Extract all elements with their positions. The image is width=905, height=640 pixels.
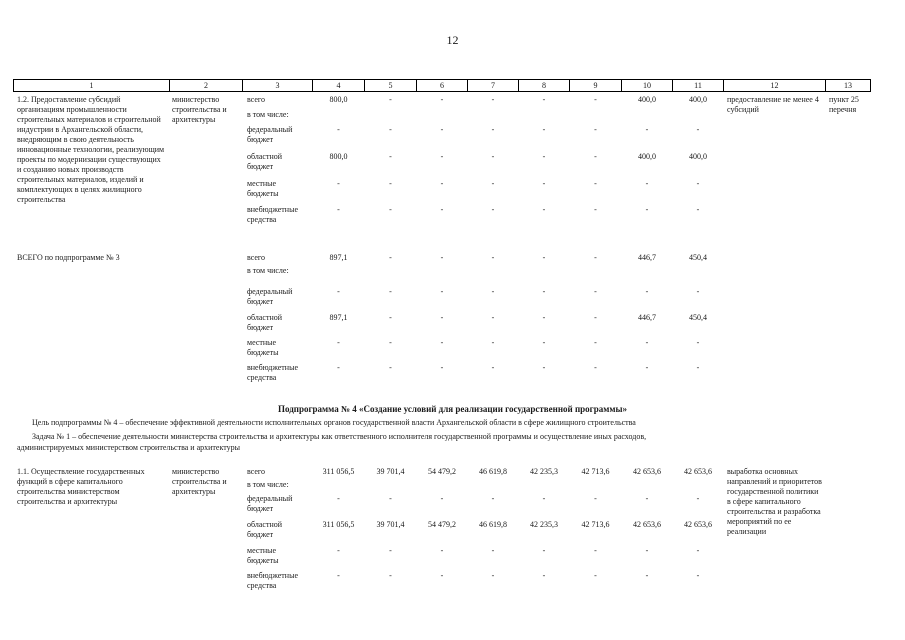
value-cell: - xyxy=(389,205,392,214)
executor: министерство строительства и архитектуры xyxy=(172,467,227,496)
value-cell: - xyxy=(440,363,444,372)
value-cell: - xyxy=(645,179,649,188)
value-cell: - xyxy=(491,287,495,296)
value-cell: 400,0 xyxy=(638,152,656,161)
funding-source: местные бюджеты xyxy=(247,338,279,357)
value-cell: - xyxy=(696,571,700,580)
value-cell: - xyxy=(389,95,392,104)
value-cell: - xyxy=(491,546,495,555)
task-text-continued: администрируемых министерством строительства и архитектуры xyxy=(17,443,241,452)
page-number: 12 xyxy=(446,33,459,47)
value-cell: 400,0 xyxy=(638,95,656,104)
value-cell: - xyxy=(594,125,597,134)
value-cell: 42 235,3 xyxy=(530,520,558,529)
column-number: 13 xyxy=(844,81,852,90)
expected-result: выработка основных направлений и приоритетов государственной политики в сфере капитального строительства и разработка мероприятий по ее реализации xyxy=(727,467,822,536)
funding-source: областной бюджет xyxy=(247,520,283,539)
column-number: 4 xyxy=(336,81,341,90)
value-cell: - xyxy=(440,287,444,296)
value-cell: - xyxy=(594,546,597,555)
value-cell: - xyxy=(594,179,597,188)
value-cell: - xyxy=(645,205,649,214)
value-cell: - xyxy=(542,179,546,188)
funding-source: внебюджетные средства xyxy=(247,363,298,382)
activity-name: 1.1. Осуществление государственных функций в сфере капитального строительства министерством строительства и архитектуры xyxy=(17,467,145,506)
value-cell: - xyxy=(645,363,649,372)
column-number: 9 xyxy=(593,81,598,90)
value-cell: - xyxy=(594,95,597,104)
value-cell: - xyxy=(389,546,392,555)
value-cell: - xyxy=(645,287,649,296)
value-cell: - xyxy=(440,313,444,322)
column-number: 2 xyxy=(204,81,208,90)
column-number: 12 xyxy=(770,81,779,90)
value-cell: - xyxy=(491,205,495,214)
value-cell: - xyxy=(440,125,444,134)
value-cell: - xyxy=(440,253,444,262)
value-cell: - xyxy=(696,363,700,372)
value-cell: - xyxy=(542,95,546,104)
value-cell: - xyxy=(696,179,700,188)
value-cell: - xyxy=(337,363,340,372)
value-cell: - xyxy=(645,546,649,555)
subprogram-title: Подпрограмма № 4 «Создание условий для реализации государственной программы» xyxy=(277,404,628,414)
value-cell: - xyxy=(645,125,649,134)
value-cell: - xyxy=(440,571,444,580)
value-cell: 446,7 xyxy=(638,313,656,322)
value-cell: - xyxy=(645,571,649,580)
value-cell: - xyxy=(337,571,340,580)
value-cell: - xyxy=(542,363,546,372)
value-cell: - xyxy=(696,287,700,296)
value-cell: - xyxy=(491,179,495,188)
value-cell: - xyxy=(696,494,700,503)
value-cell: - xyxy=(389,152,392,161)
value-cell: 450,4 xyxy=(689,253,707,262)
value-cell: - xyxy=(491,338,495,347)
funding-source: в том числе: xyxy=(247,266,289,275)
value-cell: - xyxy=(594,205,597,214)
value-cell: 42 713,6 xyxy=(581,467,610,476)
executor: министерство строительства и архитектуры xyxy=(172,95,227,124)
funding-source: областной бюджет xyxy=(247,313,283,332)
value-cell: - xyxy=(594,287,597,296)
value-cell: - xyxy=(389,494,392,503)
value-cell: - xyxy=(594,494,597,503)
header-bottom-border xyxy=(13,91,871,92)
column-number: 8 xyxy=(542,81,546,90)
value-cell: - xyxy=(389,125,392,134)
column-number: 7 xyxy=(491,81,495,90)
value-cell: - xyxy=(389,363,392,372)
funding-source: в том числе: xyxy=(247,480,289,489)
header-divider xyxy=(870,79,871,92)
value-cell: 800,0 xyxy=(329,152,348,161)
funding-source: всего xyxy=(247,467,266,476)
goal-text: Цель подпрограммы № 4 – обеспечение эффективной деятельности исполнительных органов государственной власти Архангельской области в сфере жилищного строительства xyxy=(32,418,636,427)
funding-source: федеральный бюджет xyxy=(247,125,293,144)
value-cell: - xyxy=(542,494,546,503)
value-cell: 311 056,5 xyxy=(322,520,355,529)
value-cell: 42 653,6 xyxy=(633,520,661,529)
value-cell: 400,0 xyxy=(689,152,707,161)
value-cell: - xyxy=(542,152,546,161)
column-number: 5 xyxy=(388,81,393,90)
value-cell: 39 701,4 xyxy=(376,520,405,529)
value-cell: - xyxy=(337,179,340,188)
value-cell: - xyxy=(542,546,546,555)
funding-source: областной бюджет xyxy=(247,152,283,171)
value-cell: - xyxy=(491,571,495,580)
value-cell: - xyxy=(645,494,649,503)
value-cell: - xyxy=(594,338,597,347)
value-cell: 400,0 xyxy=(689,95,707,104)
value-cell: 897,1 xyxy=(329,253,348,262)
expected-result: предоставление не менее 4 субсидий xyxy=(727,95,819,114)
value-cell: - xyxy=(491,494,495,503)
value-cell: - xyxy=(491,95,495,104)
value-cell: 42 653,6 xyxy=(684,520,712,529)
funding-source: внебюджетные средства xyxy=(247,205,298,224)
value-cell: 54 479,2 xyxy=(428,467,456,476)
value-cell: - xyxy=(594,313,597,322)
value-cell: - xyxy=(594,152,597,161)
value-cell: - xyxy=(491,253,495,262)
value-cell: - xyxy=(696,546,700,555)
value-cell: - xyxy=(594,571,597,580)
value-cell: - xyxy=(491,125,495,134)
value-cell: - xyxy=(542,253,546,262)
value-cell: 897,1 xyxy=(329,313,348,322)
funding-source: федеральный бюджет xyxy=(247,287,293,306)
value-cell: 39 701,4 xyxy=(376,467,405,476)
value-cell: - xyxy=(542,287,546,296)
value-cell: - xyxy=(645,338,649,347)
funding-source: всего xyxy=(247,95,266,104)
value-cell: - xyxy=(389,253,392,262)
value-cell: 46 619,8 xyxy=(479,467,507,476)
value-cell: 42 235,3 xyxy=(530,467,558,476)
value-cell: - xyxy=(337,205,340,214)
column-number: 6 xyxy=(440,81,444,90)
value-cell: - xyxy=(389,287,392,296)
value-cell: - xyxy=(440,95,444,104)
value-cell: 42 653,6 xyxy=(633,467,661,476)
value-cell: - xyxy=(389,179,392,188)
value-cell: - xyxy=(696,125,700,134)
value-cell: - xyxy=(491,313,495,322)
value-cell: 450,4 xyxy=(689,313,707,322)
value-cell: - xyxy=(542,313,546,322)
column-number: 10 xyxy=(643,81,651,90)
funding-source: всего xyxy=(247,253,266,262)
value-cell: - xyxy=(594,253,597,262)
funding-source: местные бюджеты xyxy=(247,179,279,198)
column-number: 11 xyxy=(694,81,702,90)
value-cell: - xyxy=(389,313,392,322)
value-cell: - xyxy=(542,125,546,134)
value-cell: - xyxy=(337,287,340,296)
column-number: 3 xyxy=(275,81,280,90)
task-text: Задача № 1 – обеспечение деятельности министерства строительства и архитектуры как ответственного исполнителя государственной программы и осуществление иных расходов, xyxy=(32,432,647,441)
value-cell: - xyxy=(542,338,546,347)
value-cell: - xyxy=(594,363,597,372)
activity-name: 1.2. Предоставление субсидий организациям промышленности строительных материалов и строительной индустрии в Архангельской области, внедряющим в свою деятельность инновационные технологии, реализующим проекты по модернизации существующих и созданию новых производств строительных материалов, изделий и комплектующих в целях жилищного строительства xyxy=(17,95,165,204)
value-cell: - xyxy=(440,338,444,347)
funding-source: местные бюджеты xyxy=(247,546,279,565)
link-to-list: пункт 25 перечня xyxy=(829,95,859,114)
funding-source: федеральный бюджет xyxy=(247,494,293,513)
value-cell: - xyxy=(337,125,340,134)
value-cell: - xyxy=(542,571,546,580)
value-cell: - xyxy=(696,205,700,214)
value-cell: - xyxy=(337,546,340,555)
funding-source: в том числе: xyxy=(247,110,289,119)
column-number: 1 xyxy=(89,81,94,90)
value-cell: 42 713,6 xyxy=(581,520,610,529)
value-cell: - xyxy=(491,363,495,372)
value-cell: - xyxy=(696,338,700,347)
value-cell: - xyxy=(491,152,495,161)
value-cell: 54 479,2 xyxy=(428,520,456,529)
value-cell: - xyxy=(337,494,340,503)
value-cell: - xyxy=(440,179,444,188)
value-cell: 46 619,8 xyxy=(479,520,507,529)
value-cell: - xyxy=(337,338,340,347)
value-cell: - xyxy=(440,546,444,555)
value-cell: - xyxy=(542,205,546,214)
value-cell: - xyxy=(440,205,444,214)
value-cell: 800,0 xyxy=(329,95,348,104)
total-name: ВСЕГО по подпрограмме № 3 xyxy=(17,253,120,262)
value-cell: - xyxy=(389,338,392,347)
value-cell: 42 653,6 xyxy=(684,467,712,476)
value-cell: - xyxy=(389,571,392,580)
value-cell: 446,7 xyxy=(638,253,656,262)
funding-source: внебюджетные средства xyxy=(247,571,298,590)
value-cell: 311 056,5 xyxy=(322,467,355,476)
value-cell: - xyxy=(440,152,444,161)
value-cell: - xyxy=(440,494,444,503)
